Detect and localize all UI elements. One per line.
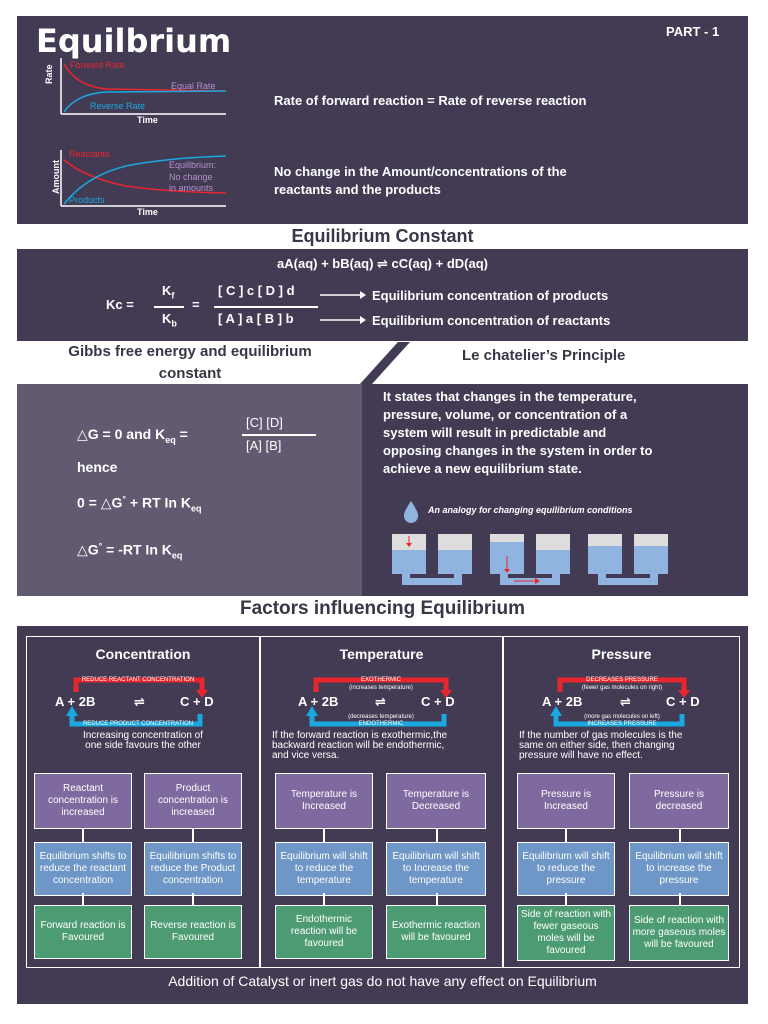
temp-note-2: backward reaction will be endothermic,: [272, 740, 445, 751]
arrow-down-icon: [679, 829, 681, 843]
arrow-down-icon: [436, 829, 438, 843]
products-label: Products: [69, 195, 105, 205]
amount-axis-label: Amount: [51, 160, 61, 194]
time-axis-label-2: Time: [137, 207, 158, 217]
equal-rate-label: Equal Rate: [171, 81, 216, 91]
temp-bottom-label: ENDOTHERMIC: [358, 721, 404, 727]
analogy-tanks-diagram: [390, 530, 680, 588]
conc-left: A + 2B: [55, 694, 96, 709]
temp-exothermic-favoured: Exothermic reaction will be favoured: [386, 905, 486, 959]
conc-right: C + D: [180, 694, 214, 709]
lechatelier-text-1: It states that changes in the temperature,: [383, 389, 637, 404]
temp-left: A + 2B: [298, 694, 339, 709]
water-drop-icon: [401, 500, 421, 524]
eq-note-3: in amounts: [169, 183, 214, 193]
pres-bottom-sub: (more gas molecules on left): [584, 714, 660, 720]
arrow-down-icon: [192, 829, 194, 843]
rate-axis-label: Rate: [44, 64, 54, 84]
temp-endothermic-favoured: Endothermic reaction will be favoured: [275, 905, 373, 959]
time-axis-label-1: Time: [137, 115, 158, 125]
conc-shift-reactant: Equilibrium shifts to reduce the reactant concentration: [34, 842, 132, 896]
temp-top-sub: (increases temperature): [349, 685, 413, 691]
pres-increased: Pressure is Increased: [517, 773, 615, 829]
gibbs-line-2: 0 = △G° + RT In $K_{eq}$: [77, 494, 202, 514]
kb: $K_b$: [162, 311, 177, 329]
constant-heading: Equilibrium Constant: [291, 226, 474, 246]
temperature-title: Temperature: [339, 646, 424, 662]
k-fraction-bar: [154, 306, 184, 308]
temp-top-label: EXOTHERMIC: [360, 677, 401, 683]
pres-note-2: same on either side, then changing: [519, 740, 675, 751]
reverse-rate-label: Reverse Rate: [90, 101, 146, 111]
pressure-title: Pressure: [591, 646, 652, 662]
hence-label: hence: [77, 459, 118, 475]
catalyst-note: Addition of Catalyst or inert gas do not have any effect on Equilibrium: [168, 973, 597, 989]
analogy-caption: An analogy for changing equilibrium conditions: [428, 505, 633, 515]
lechatelier-text-4: opposing changes in the system in order to: [383, 443, 653, 458]
pres-arrows: ⇌: [620, 694, 631, 709]
conc-top-label: REDUCE REACTANT CONCENTRATION: [81, 677, 195, 683]
gibbs-heading-1: Gibbs free energy and equilibrium: [68, 343, 312, 360]
pres-top-sub: (fewer gas molecules on right): [581, 685, 663, 691]
factors-heading: Factors influencing Equilibrium: [239, 598, 526, 619]
gibbs-frac-num: [C] [D]: [246, 415, 283, 430]
pres-shift-increase: Equilibrium will shift to increase the pressure: [629, 842, 729, 896]
rate-statement: Rate of forward reaction = Rate of reverse reaction: [274, 93, 587, 108]
lechatelier-text-5: achieve a new equilibrium state.: [383, 461, 582, 476]
section-divider: [360, 342, 410, 384]
conc-note-2: one side favours the other: [85, 740, 201, 751]
arrow-products-icon: [320, 289, 366, 301]
temp-right: C + D: [421, 694, 455, 709]
temp-shift-increase: Equilibrium will shift to Increase the temperature: [386, 842, 486, 896]
reactants-label: Reactants: [69, 149, 110, 159]
arrow-down-icon: [565, 829, 567, 843]
arrow-down-icon: [323, 829, 325, 843]
forward-rate-label: Forward Rate: [70, 60, 125, 70]
lechatelier-text-3: system will result in predictable and: [383, 425, 607, 440]
amount-statement-1: No change in the Amount/concentrations of the: [274, 164, 567, 179]
numerator: [ C ] c [ D ] d: [218, 283, 295, 298]
gibbs-line-3: △G° = -RT In $K_{eq}$: [77, 541, 183, 561]
lechatelier-heading: Le chatelier’s Principle: [462, 347, 626, 364]
arrow-down-icon: [82, 829, 84, 843]
pres-note-1: If the number of gas molecules is the: [519, 730, 683, 741]
denominator: [ A ] a [ B ] b: [218, 311, 294, 326]
gibbs-line-1: △G = 0 and $K_{eq}$ =: [77, 426, 188, 445]
pres-shift-reduce: Equilibrium will shift to reduce the pressure: [517, 842, 615, 896]
pres-bottom-label: INCREASES PRESSURE: [587, 721, 657, 727]
conc-note-1: Increasing concentration of: [82, 730, 204, 741]
temp-note-3: and vice versa.: [272, 750, 340, 761]
conc-fraction-bar: [214, 306, 318, 308]
conc-bottom-label: REDUCE PRODUCT CONCENTRATION: [82, 721, 194, 727]
temp-note-1: If the forward reaction is exothermic,the: [272, 730, 448, 741]
temp-bottom-sub: (decreases temperature): [348, 714, 414, 720]
temp-arrows: ⇌: [375, 694, 386, 709]
eq-note-1: Equilibrium:: [169, 160, 217, 170]
page-title: Equilbrium: [36, 22, 232, 60]
pres-fewer-moles-favoured: Side of reaction with fewer gaseous moles will be favoured: [517, 905, 615, 961]
pres-more-moles-favoured: Side of reaction with more gaseous moles will be favoured: [629, 905, 729, 961]
temp-shift-reduce: Equilibrium will shift to reduce the temperature: [275, 842, 373, 896]
pres-top-label: DECREASES PRESSURE: [586, 677, 658, 683]
concentration-title: Concentration: [95, 646, 191, 662]
products-conc-label: Equilibrium concentration of products: [372, 288, 609, 303]
conc-reactant-increased: Reactant concentration is increased: [34, 773, 132, 829]
reaction-equation: aA(aq) + bB(aq) ⇌ cC(aq) + dD(aq): [277, 256, 488, 271]
temp-increased: Temperature is Increased: [275, 773, 373, 829]
gibbs-frac-bar: [242, 434, 316, 436]
conc-forward-favoured: Forward reaction is Favoured: [34, 905, 132, 959]
arrow-reactants-icon: [320, 314, 366, 326]
pres-note-3: pressure will have no effect.: [519, 750, 643, 761]
kc-label: Kc =: [106, 297, 134, 312]
equals-sign: =: [192, 297, 200, 312]
part-label: PART - 1: [666, 24, 720, 39]
reactants-conc-label: Equilibrium concentration of reactants: [372, 313, 611, 328]
gibbs-frac-den: [A] [B]: [246, 438, 282, 453]
amount-statement-2: reactants and the products: [274, 182, 441, 197]
conc-product-increased: Product concentration is increased: [144, 773, 242, 829]
pres-left: A + 2B: [542, 694, 583, 709]
lechatelier-text-2: pressure, volume, or concentration of a: [383, 407, 628, 422]
conc-arrows: ⇌: [134, 694, 145, 709]
gibbs-panel: [17, 384, 362, 596]
gibbs-heading-2: constant: [158, 365, 222, 382]
kf: $K_f$: [162, 283, 175, 301]
conc-reverse-favoured: Reverse reaction is Favoured: [144, 905, 242, 959]
pres-right: C + D: [666, 694, 700, 709]
conc-shift-product: Equilibrium shifts to reduce the Product concentration: [144, 842, 242, 896]
temp-decreased: Temperature is Decreased: [386, 773, 486, 829]
pres-decreased: Pressure is decreased: [629, 773, 729, 829]
eq-note-2: No change: [169, 172, 213, 182]
